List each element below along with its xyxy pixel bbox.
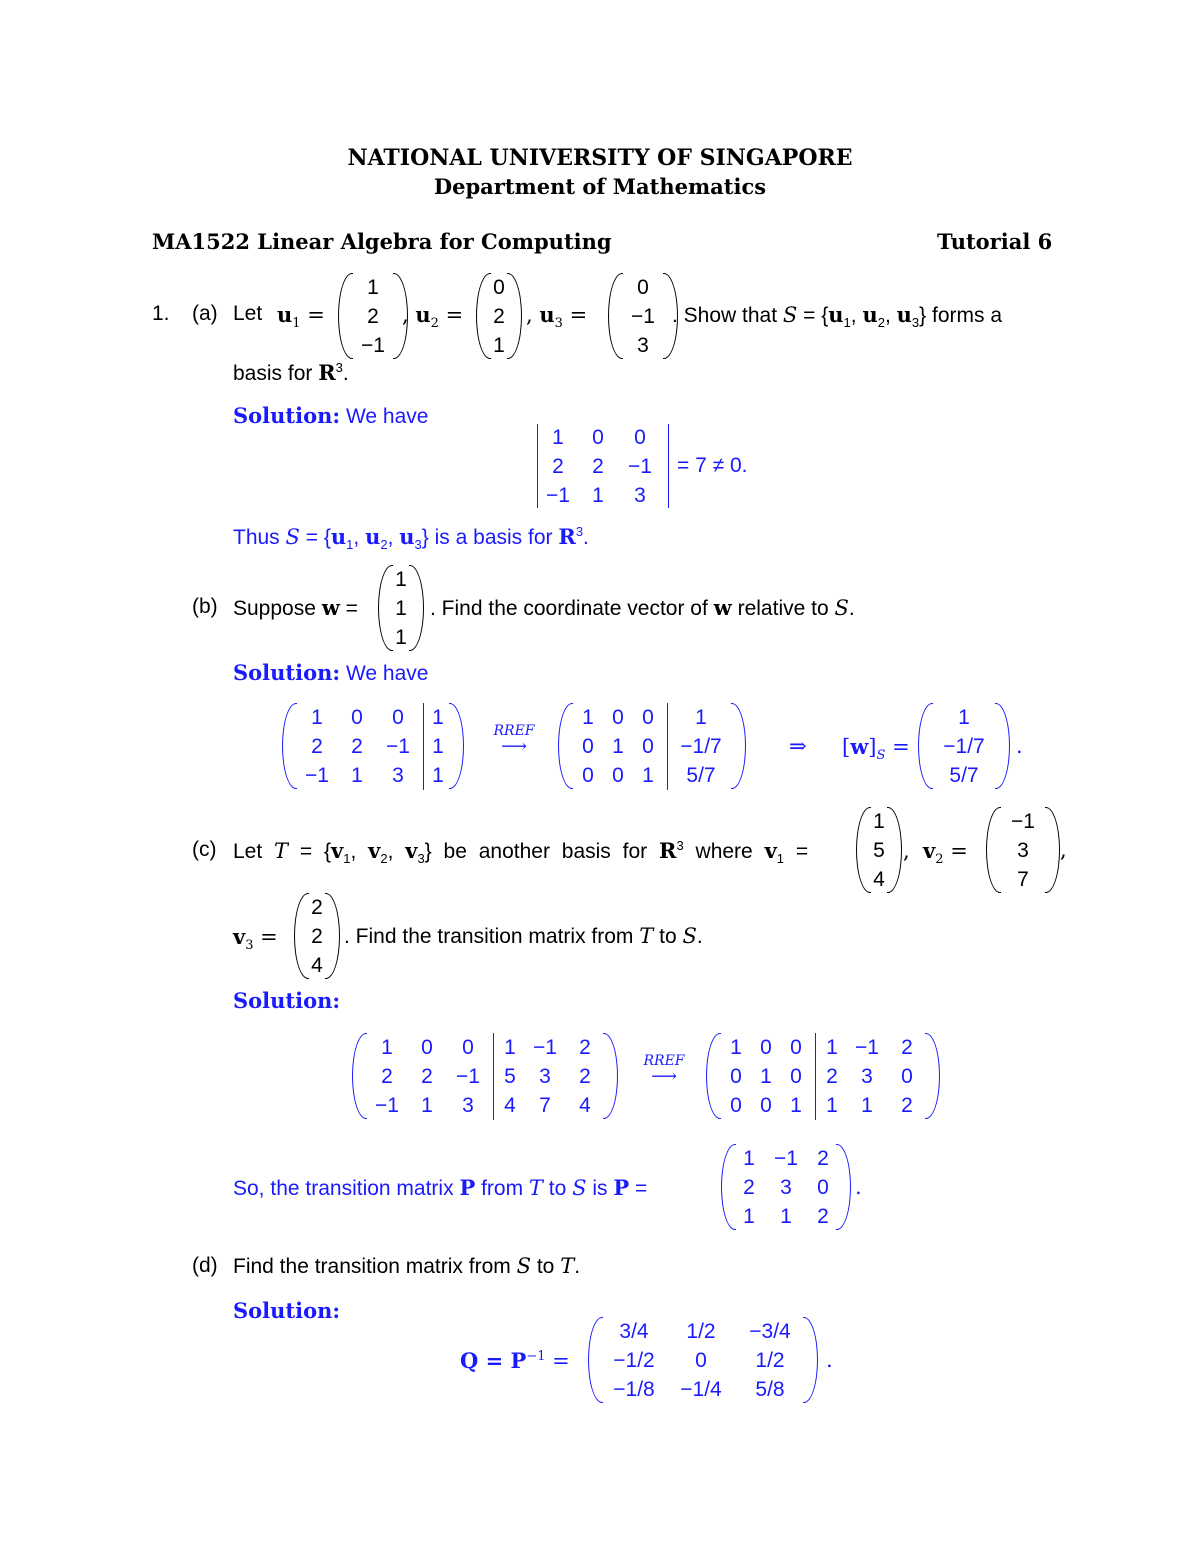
part-b-augmented-right: 1 0 0 1 0 1 0 −1/7 0 0 1 5/7: [558, 702, 746, 790]
part-d-solution: Solution:: [233, 1298, 341, 1323]
part-d-find: Find the transition matrix from S to T.: [233, 1254, 581, 1278]
u3-symbol: , $u_3$ =: [526, 302, 588, 332]
part-c-let: Let $T = \{v_1$, $v_2$, $v_3$} be another basis for $R^3$ where $v_1$ =: [233, 838, 809, 867]
part-b-label: (b): [192, 595, 218, 618]
tutorial-number: Tutorial 6: [937, 229, 1053, 254]
part-c-solution: Solution:: [233, 988, 341, 1013]
u3-vector: 0 −1 3: [608, 272, 678, 360]
part-a-solution: Solution: We have: [233, 403, 429, 428]
u1-vector: 1 2 −1: [338, 272, 408, 360]
implies-symbol: ⇒: [789, 734, 807, 758]
q-matrix: 3/4 1/2 −3/4 −1/2 0 1/2 −1/8 −1/4 5/8 .: [588, 1316, 833, 1404]
u2-symbol: , $u_2$ =: [402, 302, 464, 332]
question-number: 1.: [152, 302, 170, 325]
course-title: MA1522 Linear Algebra for Computing: [152, 229, 612, 254]
department-title: Department of Mathematics: [433, 174, 767, 199]
part-a-label: (a): [192, 302, 218, 325]
part-c-rref-arrow: RREF ⟶: [643, 1053, 685, 1087]
w-vector: 1 1 1: [378, 564, 424, 652]
part-b-find: . Find the coordinate vector of w relative to S.: [430, 595, 855, 620]
university-title: NATIONAL UNIVERSITY OF SINGAPORE: [347, 145, 853, 171]
part-a-basis: basis for $R^3$.: [233, 360, 349, 385]
p-matrix: 1 −1 2 2 3 0 1 1 2 .: [721, 1143, 862, 1231]
v2-vector: −1 3 7 ,: [986, 806, 1067, 894]
part-a-conclusion: Thus $S = \{u_1$, $u_2$, $u_3$} is a basis for $R^3$.: [233, 524, 589, 553]
part-a-show: . Show that $S = \{u_1$, $u_2$, $u_3$} forms a: [672, 302, 1003, 331]
ws-vector: 1 −1/7 5/7 .: [918, 702, 1023, 790]
part-c-augmented-left: 1 0 0 1 −1 2 2 2 −1 5 3 2 −1 1 3 4 7 4: [352, 1032, 618, 1120]
u1-symbol: $u_1$ =: [277, 302, 325, 332]
v1-vector: 1 5 4: [856, 806, 902, 894]
part-c-find: . Find the transition matrix from T to S.: [344, 924, 703, 948]
q-equation-lhs: $Q = P^{-1}$ =: [460, 1348, 570, 1373]
part-c-conclusion: So, the transition matrix P from T to S is P =: [233, 1175, 648, 1200]
part-b-solution: Solution: We have: [233, 660, 429, 685]
ws-symbol: $[w]_S$ =: [842, 734, 910, 764]
part-c-label: (c): [192, 838, 217, 861]
v3-symbol: $v_3$ =: [233, 924, 278, 954]
u2-vector: 0 2 1: [476, 272, 522, 360]
part-a-determinant: 1 0 0 2 2 −1 −1 1 3 = 7 ≠ 0.: [537, 422, 748, 510]
part-b-suppose: Suppose w =: [233, 595, 358, 620]
part-c-augmented-right: 1 0 0 1 −1 2 0 1 0 2 3 0 0 0 1 1 1 2: [706, 1032, 940, 1120]
part-a-let: Let: [233, 302, 263, 325]
v2-symbol: , $v_2$ =: [903, 838, 968, 868]
part-d-label: (d): [192, 1254, 218, 1277]
part-b-rref-arrow: RREF ⟶: [493, 723, 535, 757]
v3-vector: 2 2 4: [294, 892, 340, 980]
part-b-augmented-left: 1 0 0 1 2 2 −1 1 −1 1 3 1: [282, 702, 464, 790]
